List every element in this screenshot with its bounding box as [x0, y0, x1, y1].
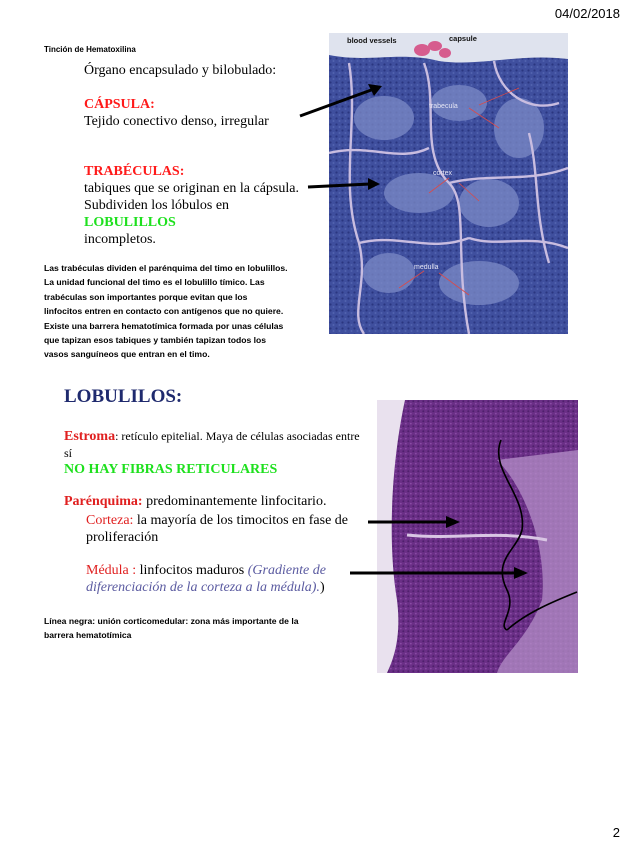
intro-text: Órgano encapsulado y bilobulado:	[84, 63, 277, 78]
arrow-to-trabecula	[306, 176, 382, 192]
linea-negra-block	[44, 614, 364, 643]
capsula-title: CÁPSULA:	[84, 97, 155, 112]
arrow-to-cortex	[368, 515, 462, 529]
label-medulla: medulla	[414, 264, 439, 271]
note-line: que tapizan esos tabiques y también tapizan todos los	[44, 335, 267, 346]
estroma-label: Estroma	[64, 429, 116, 444]
slide-date: 04/02/2018	[554, 6, 620, 21]
capsula-text: Tejido conectivo denso, irregular	[84, 114, 269, 129]
medula-italic2: diferenciación de la corteza a la médula).	[86, 580, 320, 595]
label-cortex: cortex	[433, 170, 453, 177]
capsula-block	[84, 97, 304, 130]
parenquima-label: Parénquima:	[64, 494, 143, 509]
note-line: La unidad funcional del timo es el lobulillo tímico. Las	[44, 277, 265, 288]
lobule-histology-image	[377, 400, 578, 673]
lobulillos-title: LOBULILOS:	[64, 386, 183, 407]
estroma-text2: sí	[64, 446, 73, 460]
parenquima-block	[64, 493, 384, 510]
medula-block	[86, 562, 376, 596]
trabeculas-line2: Subdividen los lóbulos en	[84, 198, 230, 213]
medula-close: )	[319, 580, 325, 595]
parenquima-text: predominantemente linfocitario.	[142, 494, 327, 509]
stain-caption: Tinción de Hematoxilina	[44, 45, 136, 54]
lobulillos-term: LOBULILLOS	[84, 215, 176, 230]
corteza-text: la mayoría de los timocitos en fase de	[133, 513, 349, 528]
note-line: linfocitos entren en contacto con antígenos que no quiere.	[44, 306, 284, 317]
medula-label: Médula :	[86, 563, 137, 578]
note-line: Las trabéculas dividen el parénquima del timo en lobulillos.	[44, 263, 288, 273]
note-line: trabéculas son importantes porque evitan que los	[44, 291, 248, 302]
corteza-block	[86, 512, 376, 546]
estroma-text: : retículo epitelial. Maya de células asociadas entre	[115, 429, 360, 443]
arrow-to-medulla	[350, 566, 530, 580]
label-trabecula: trabecula	[429, 103, 458, 110]
corteza-label: Corteza:	[86, 513, 134, 528]
note-line: vasos sanguíneos que entran en el timo.	[44, 349, 210, 360]
trabeculas-line3: incompletos.	[84, 232, 156, 247]
medula-italic1: (Gradiente de	[247, 563, 326, 578]
note-line: Existe una barrera hematotímica formada por unas células	[44, 320, 284, 331]
linea-negra-line: Línea negra: unión corticomedular: zona más importante de la	[44, 616, 299, 626]
corteza-text2: proliferación	[86, 530, 159, 545]
trabeculas-title: TRABÉCULAS:	[84, 164, 185, 179]
page-number: 2	[612, 825, 620, 840]
trabeculas-block	[84, 164, 314, 248]
notes-block	[44, 261, 334, 362]
linea-negra-line: barrera hematotímica	[44, 630, 132, 641]
no-fibras-text: NO HAY FIBRAS RETICULARES	[64, 462, 278, 477]
label-blood-vessels: blood vessels	[347, 36, 397, 45]
estroma-block	[64, 428, 394, 462]
arrow-to-capsule	[296, 80, 386, 120]
medula-text: linfocitos maduros	[136, 563, 248, 578]
label-capsule: capsule	[449, 34, 477, 43]
trabeculas-line1: tabiques que se originan en la cápsula.	[84, 181, 299, 196]
